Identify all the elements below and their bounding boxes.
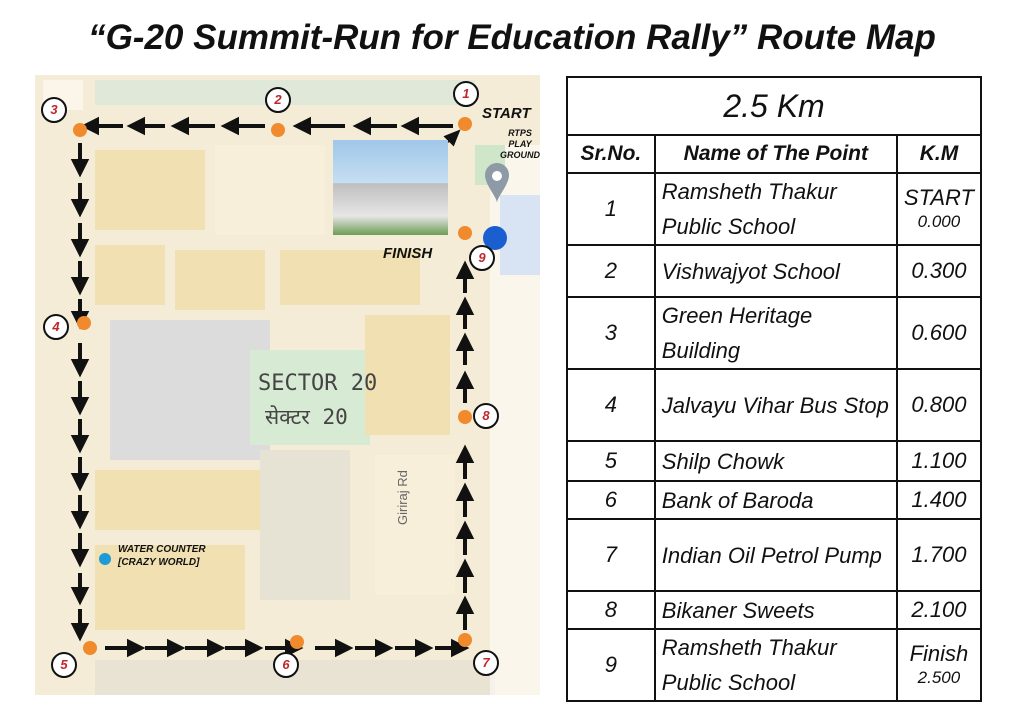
route-point-3 bbox=[73, 123, 87, 137]
row-sr: 6 bbox=[567, 481, 655, 519]
row-sr: 8 bbox=[567, 591, 655, 629]
school-photo bbox=[333, 140, 448, 235]
row-name: Bank of Baroda bbox=[655, 481, 897, 519]
distance-caption: 2.5 Km bbox=[567, 77, 981, 135]
row-name: Bikaner Sweets bbox=[655, 591, 897, 629]
point-marker-2[interactable]: 2 bbox=[265, 87, 291, 113]
row-km: 1.400 bbox=[897, 481, 981, 519]
row-km-sub: 2.500 bbox=[917, 668, 961, 687]
row-sr: 5 bbox=[567, 441, 655, 481]
row-km: 1.100 bbox=[897, 441, 981, 481]
row-name: Ramsheth Thakur Public School bbox=[655, 173, 897, 245]
row-km bbox=[897, 629, 981, 701]
route-point-9 bbox=[458, 226, 472, 240]
table-row bbox=[567, 369, 981, 441]
row-name: Green Heritage Building bbox=[655, 297, 897, 369]
row-sr: 1 bbox=[567, 173, 655, 245]
finish-label: FINISH bbox=[383, 245, 433, 262]
water-counter-icon bbox=[99, 553, 111, 565]
sector-label-hi: सेक्टर 20 bbox=[265, 405, 348, 429]
point-marker-9[interactable]: 9 bbox=[469, 245, 495, 271]
point-marker-6[interactable]: 6 bbox=[273, 652, 299, 678]
page-title: “G-20 Summit-Run for Education Rally” Route Map bbox=[88, 18, 936, 57]
header-sr-no: Sr.No. bbox=[567, 135, 655, 173]
row-km: 1.700 bbox=[897, 519, 981, 591]
row-sr: 7 bbox=[567, 519, 655, 591]
row-sr: 4 bbox=[567, 369, 655, 441]
sector-label-en: SECTOR 20 bbox=[258, 371, 378, 396]
row-km: 2.100 bbox=[897, 591, 981, 629]
route-point-1 bbox=[458, 117, 472, 131]
row-km: 0.600 bbox=[897, 297, 981, 369]
table-row bbox=[567, 481, 981, 519]
point-marker-7[interactable]: 7 bbox=[473, 650, 499, 676]
point-marker-3[interactable]: 3 bbox=[41, 97, 67, 123]
route-point-8 bbox=[458, 410, 472, 424]
row-km bbox=[897, 173, 981, 245]
table-row bbox=[567, 297, 981, 369]
table-row bbox=[567, 441, 981, 481]
water-counter-sublabel: [CRAZY WORLD] bbox=[118, 557, 200, 568]
row-km-main: START bbox=[903, 185, 974, 210]
row-name: Jalvayu Vihar Bus Stop bbox=[655, 369, 897, 441]
row-km: 0.800 bbox=[897, 369, 981, 441]
row-km: 0.300 bbox=[897, 245, 981, 297]
row-sr: 2 bbox=[567, 245, 655, 297]
header-name: Name of The Point bbox=[655, 135, 897, 173]
route-point-4 bbox=[77, 316, 91, 330]
road-label: Giriraj Rd bbox=[395, 470, 410, 525]
route-point-7 bbox=[458, 633, 472, 647]
table-row bbox=[567, 173, 981, 245]
playground-label: RTPS PLAY GROUND bbox=[500, 128, 540, 160]
row-km-sub: 0.000 bbox=[917, 212, 961, 231]
row-sr: 3 bbox=[567, 297, 655, 369]
header-km: K.M bbox=[897, 135, 981, 173]
row-sr: 9 bbox=[567, 629, 655, 701]
table-row bbox=[567, 629, 981, 701]
route-point-5 bbox=[83, 641, 97, 655]
water-counter-label: WATER COUNTER bbox=[118, 544, 206, 555]
point-marker-8[interactable]: 8 bbox=[473, 403, 499, 429]
point-marker-1[interactable]: 1 bbox=[453, 81, 479, 107]
route-table bbox=[566, 76, 982, 704]
route-point-6 bbox=[290, 635, 304, 649]
point-marker-4[interactable]: 4 bbox=[43, 314, 69, 340]
table-row bbox=[567, 519, 981, 591]
point-marker-5[interactable]: 5 bbox=[51, 652, 77, 678]
row-km-main: Finish bbox=[909, 641, 969, 666]
row-name: Vishwajyot School bbox=[655, 245, 897, 297]
start-label: START bbox=[482, 105, 531, 122]
row-name: Ramsheth Thakur Public School bbox=[655, 629, 897, 701]
route-point-2 bbox=[271, 123, 285, 137]
route-map[interactable] bbox=[35, 75, 540, 695]
table-row bbox=[567, 245, 981, 297]
row-name: Shilp Chowk bbox=[655, 441, 897, 481]
table-row bbox=[567, 591, 981, 629]
row-name: Indian Oil Petrol Pump bbox=[655, 519, 897, 591]
